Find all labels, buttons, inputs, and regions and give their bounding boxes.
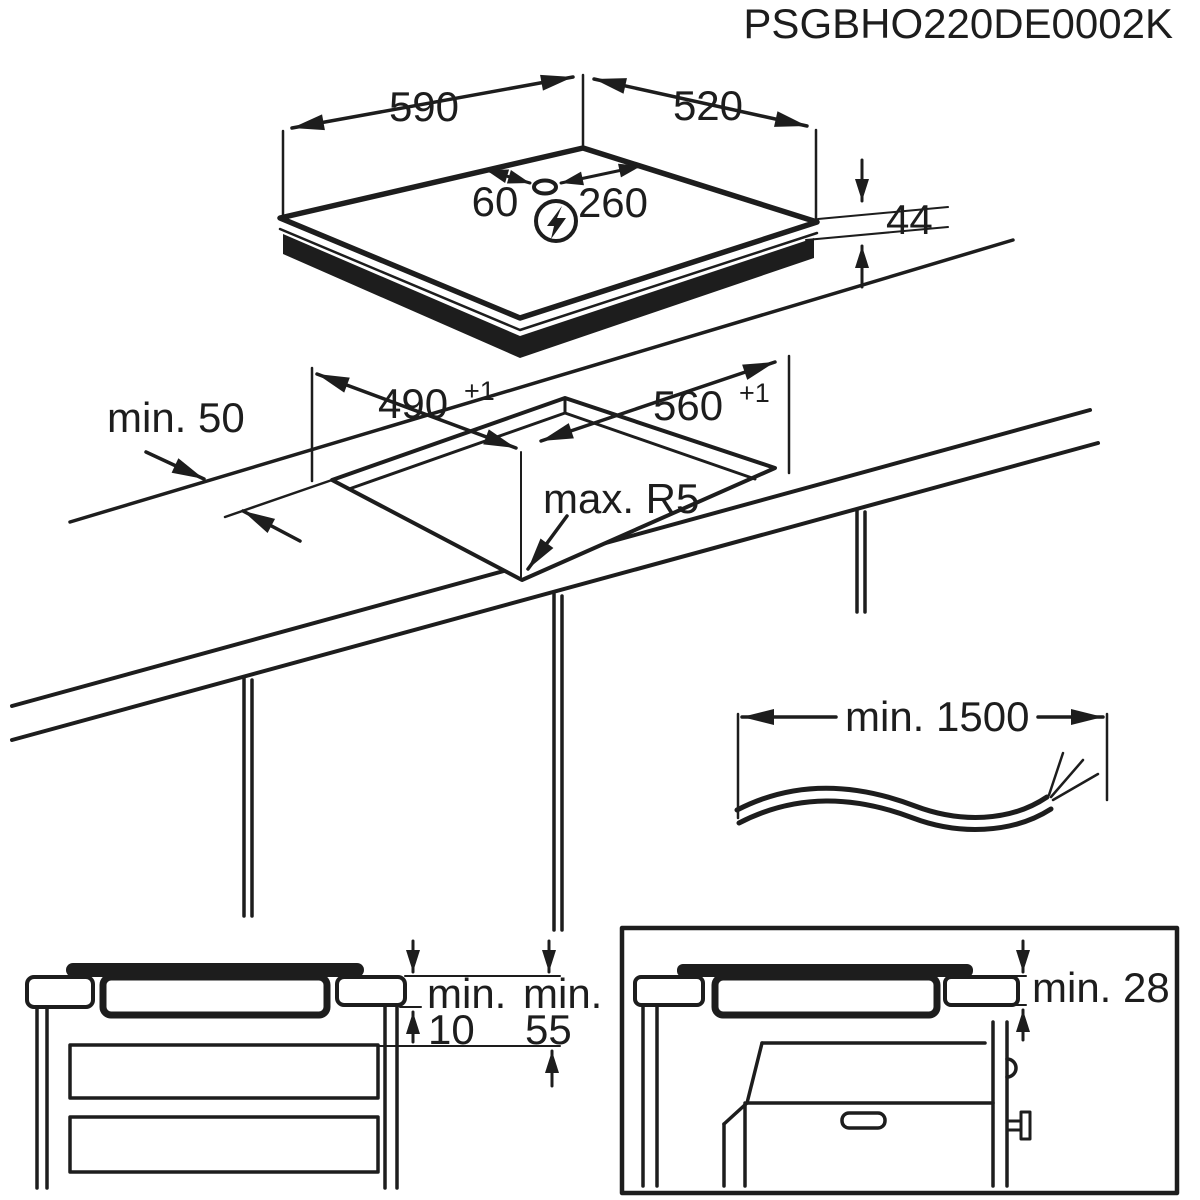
oven-clearance-label: min. 28 bbox=[1032, 964, 1170, 1011]
edge-distance-arrow bbox=[243, 511, 300, 541]
worktop-right-section bbox=[945, 977, 1018, 1005]
hob-depth-label: 520 bbox=[672, 82, 744, 129]
cabinet-side-view bbox=[27, 941, 602, 1188]
edge-distance-arrow bbox=[146, 452, 204, 479]
hob-glass-section bbox=[677, 964, 973, 977]
cutout-depth-label: 490 bbox=[378, 380, 449, 427]
oven-knob bbox=[1021, 1112, 1030, 1139]
corner-radius-label: max. R5 bbox=[543, 475, 700, 522]
mains-cable-view bbox=[737, 693, 1107, 829]
cable-drawing bbox=[737, 753, 1098, 829]
drawer-front-upper bbox=[70, 1045, 378, 1098]
hob-width-label: 590 bbox=[388, 83, 460, 130]
hob-isometric-view bbox=[280, 75, 948, 358]
hob-height-label: 44 bbox=[886, 196, 933, 243]
cutout-width-label: 560 bbox=[653, 382, 724, 429]
connection-offset-left-label: 60 bbox=[471, 178, 519, 225]
cutout-depth-tolerance: +1 bbox=[464, 376, 495, 406]
gap-below-hob-value: 10 bbox=[428, 1006, 475, 1053]
edge-distance-label: min. 50 bbox=[107, 394, 245, 441]
hob-glass-section bbox=[66, 963, 364, 977]
hob-body-section bbox=[715, 977, 937, 1015]
worktop-right-section bbox=[337, 977, 405, 1005]
oven-installation-view bbox=[622, 928, 1177, 1193]
leader-line bbox=[225, 480, 332, 517]
connection-offset-right-label: 260 bbox=[577, 179, 649, 226]
oven-handle bbox=[842, 1113, 885, 1128]
worktop-left-section bbox=[27, 977, 93, 1007]
cable-length-label: min. 1500 bbox=[845, 693, 1030, 740]
cutout-width-tolerance: +1 bbox=[739, 378, 770, 408]
product-code: PSGBHO220DE0002K bbox=[743, 0, 1173, 47]
hob-body-section bbox=[103, 977, 327, 1015]
cabinet-legs bbox=[244, 510, 865, 930]
drawer-front-lower bbox=[70, 1117, 378, 1172]
electric-connection-icon bbox=[536, 201, 576, 241]
gap-below-hob-prefix: min. bbox=[427, 970, 507, 1017]
power-connection-point bbox=[534, 181, 556, 194]
depth-clearance-prefix: min. bbox=[523, 970, 603, 1017]
worktop-left-section bbox=[635, 977, 703, 1005]
depth-clearance-value: 55 bbox=[525, 1006, 572, 1053]
cabinet-frame-lines bbox=[643, 1005, 657, 1186]
oven-drawing bbox=[724, 1022, 1030, 1186]
